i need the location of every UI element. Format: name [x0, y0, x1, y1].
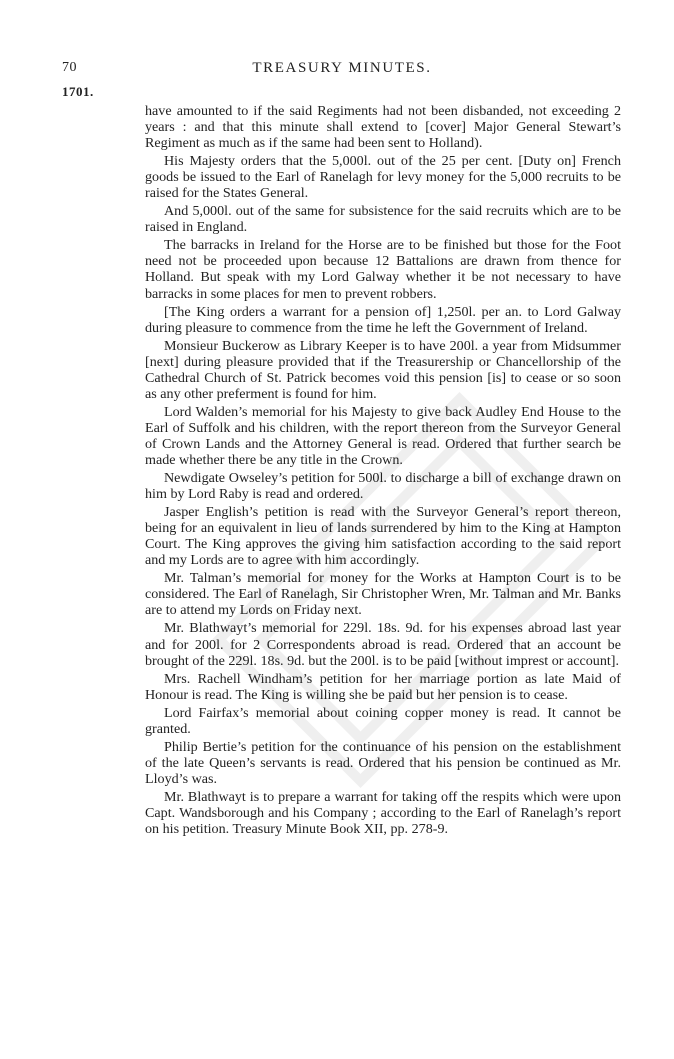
- paragraph: Philip Bertie’s petition for the continuance of his pension on the establishment of the late Queen’s servants is read. Ordered that his pension be continued as Mr. Lloyd’s was.: [145, 738, 621, 787]
- margin-year: 1701.: [62, 84, 94, 99]
- paragraph: His Majesty orders that the 5,000l. out of the 25 per cent. [Duty on] French goods be issued to the Earl of Ranelagh for levy money for the 5,000 recruits to be raised for the States General.: [145, 153, 621, 202]
- page-number: 70: [62, 60, 77, 75]
- paragraph: And 5,000l. out of the same for subsistence for the said recruits which are to be raised in England.: [145, 203, 621, 236]
- paragraph: Mr. Blathwayt is to prepare a warrant for taking off the respits which were upon Capt. Wandsborough and his Company ; according to the Earl of Ranelagh’s report on his petition. Treasury Minute Book XII, pp. 278-9.: [145, 788, 621, 838]
- paragraph: Mr. Blathwayt’s memorial for 229l. 18s. 9d. for his expenses abroad last year and for 200l. for 2 Correspondents abroad is read. Ordered that an account be brought of the 229l. 18s. 9d. but the 200l. is to be paid [without imprest or account].: [145, 620, 621, 669]
- paragraph: Monsieur Buckerow as Library Keeper is to have 200l. a year from Midsummer [next] during pleasure provided that if the Treasurership or Chancellorship of the Cathedral Church of St. Patrick becomes void this pension [is] to cease or so soon as any other preferment is found for him.: [145, 337, 621, 402]
- page-header: [62, 60, 622, 82]
- paragraph: The barracks in Ireland for the Horse are to be finished but those for the Foot need not be proceeded upon because 12 Battalions are drawn from thence for Holland. But speak with my Lord Galway whether it be not necessary to have barracks in some places for men to prevent robbers.: [145, 237, 621, 302]
- minutes-body: [145, 103, 621, 839]
- running-head-title: TREASURY MINUTES.: [252, 60, 432, 76]
- paragraph: [The King orders a warrant for a pension of] 1,250l. per an. to Lord Galway during pleasure to commence from the time he left the Government of Ireland.: [145, 303, 621, 336]
- paragraph: Mr. Talman’s memorial for money for the Works at Hampton Court is to be considered. The Earl of Ranelagh, Sir Christopher Wren, Mr. Talman and Mr. Banks are to attend my Lords on Friday next.: [145, 570, 621, 619]
- paragraph: Newdigate Owseley’s petition for 500l. to discharge a bill of exchange drawn on him by Lord Raby is read and ordered.: [145, 470, 621, 503]
- paragraph: Lord Walden’s memorial for his Majesty to give back Audley End House to the Earl of Suffolk and his children, with the report thereon from the Surveyor General of Crown Lands and the Attorney General is read. Ordered that further search be made whether there be any title in the Crown.: [145, 403, 621, 468]
- paragraph: Lord Fairfax’s memorial about coining copper money is read. It cannot be granted.: [145, 704, 621, 737]
- paragraph: Mrs. Rachell Windham’s petition for her marriage portion as late Maid of Honour is read. The King is willing she be paid but her pension is to cease.: [145, 670, 621, 703]
- paragraph: have amounted to if the said Regiments had not been disbanded, not exceeding 2 years : and that this minute shall extend to [cover] Major General Stewart’s Regiment as much as if the same had been sent to Holland).: [145, 103, 621, 152]
- paragraph: Jasper English’s petition is read with the Surveyor General’s report thereon, being for an equivalent in lieu of lands surrendered by him to the King at Hampton Court. The King approves the giving him satisfaction according to the said report and my Lords are to agree with him accordingly.: [145, 504, 621, 569]
